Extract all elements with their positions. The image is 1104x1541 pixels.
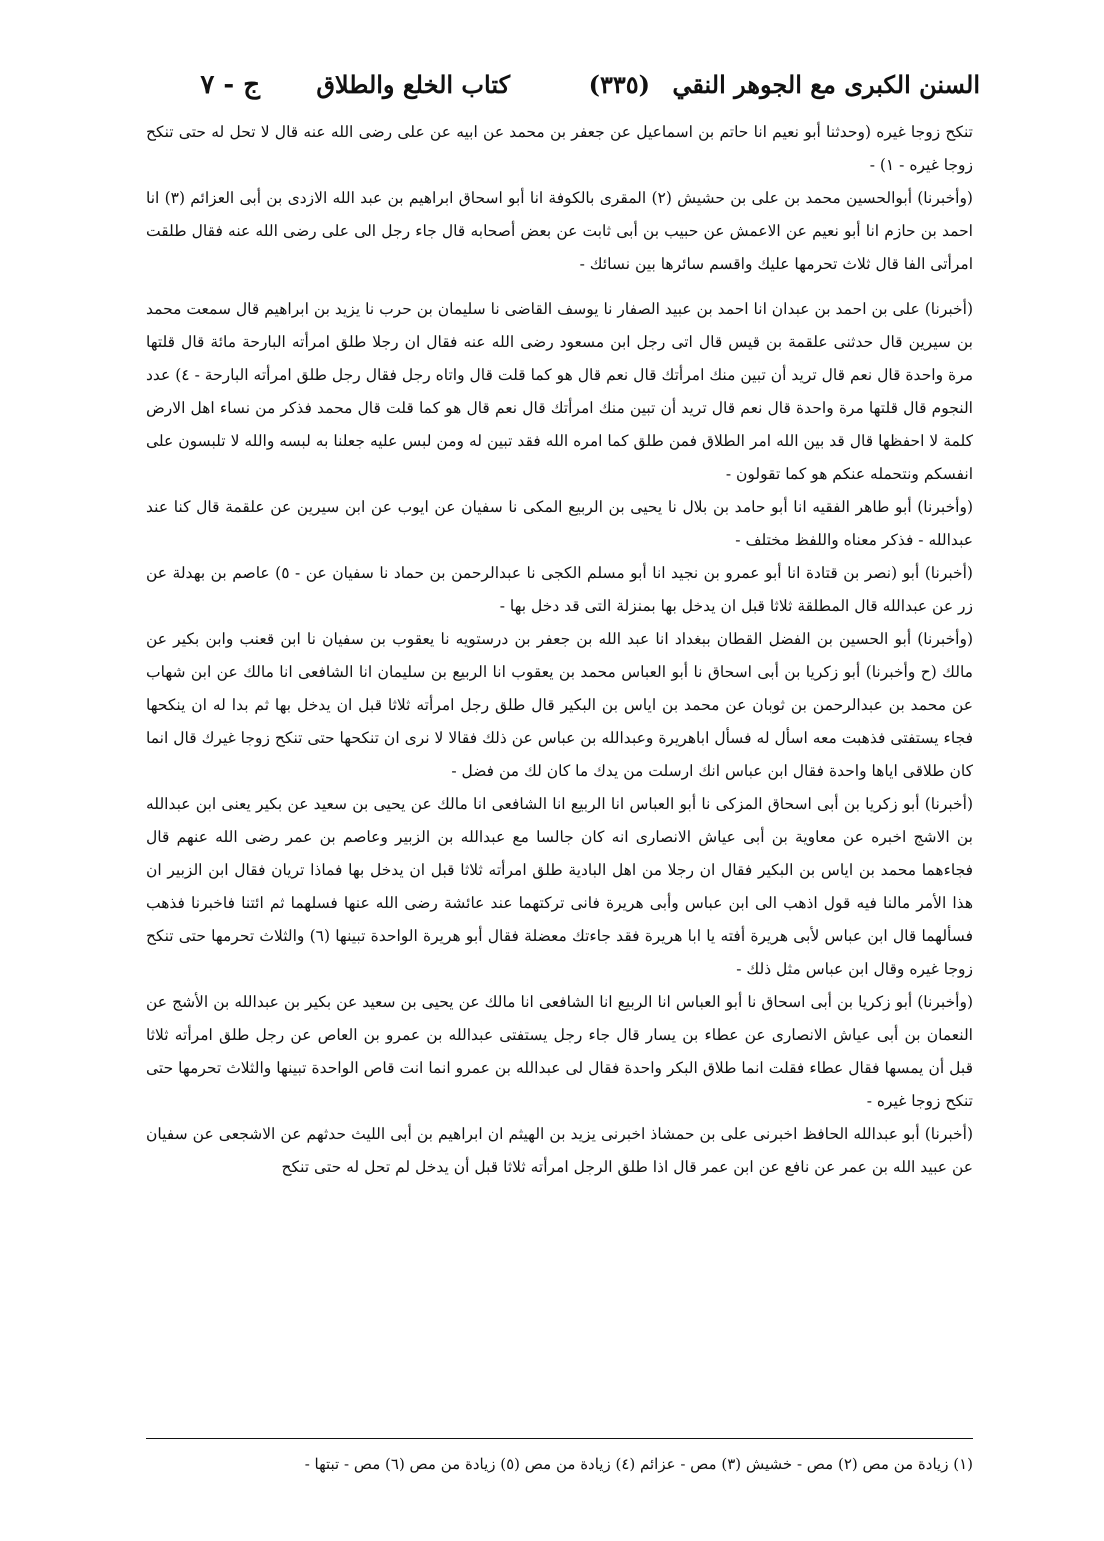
chapter-title: كتاب الخلع والطلاق [316,70,510,99]
volume-number: ج - ٧ [200,70,260,100]
paragraph: (وأخبرنا) أبوالحسين محمد بن على بن حشيش (٢) المقرى بالكوفة انا أبو اسحاق ابراهيم بن عبد الله الازدى بن أبى العزائم (٣) انا احمد بن حازم انا أبو نعيم عن الاعمش عن حبيب بن أبى ثابت عن بعض أصحابه قال جاء رجل الى على رضى الله عنه فقال طلقت امرأتى الفا قال ثلاث تحرمها عليك واقسم سائرها بين نسائك - [146,189,973,273]
paragraph: (وأخبرنا) أبو طاهر الفقيه انا أبو حامد بن بلال نا يحيى بن الربيع المكى نا سفيان عن ايوب عن ابن سيرين عن علقمة قال كنا عند عبدالله - فذكر معناه واللفظ مختلف - [146,498,973,549]
paragraph: (أخبرنا) على بن احمد بن عبدان انا احمد بن عبيد الصفار نا يوسف القاضى نا سليمان بن حرب نا يزيد بن ابراهيم قال سمعت محمد بن سيرين قال حدثنى علقمة بن قيس قال اتى رجل ابن مسعود رضى الله عنه فقال ان رجلا طلق امرأته البارحة مائة قال قلتها مرة واحدة قال نعم قال تريد أن تبين منك امرأتك قال نعم قال هو كما قلت قال واتاه رجل فقال رجل طلق امرأته البارحة - ٤) عدد النجوم قال قلتها مرة واحدة قال نعم قال تريد أن تبين منك امرأتك قال نعم قال هو كما قلت قال محمد فذكر من نساء اهل الارض كلمة لا احفظها قال قد بين الله امر الطلاق فمن طلق كما امره الله فقد تبين له ومن لبس عليه جعلنا به لبسه والله لا تلبسون على انفسكم ونتحمله عنكم هو كما تقولون - [146,300,973,483]
footnotes: (١) زيادة من مص (٢) مص - خشيش (٣) مص - عزائم (٤) زيادة من مص (٥) زيادة من مص (٦) مص - تبتها - [304,1455,973,1473]
paragraph: (أخبرنا) أبو عبدالله الحافظ اخبرنى على بن حمشاذ اخبرنى يزيد بن الهيثم ان ابراهيم بن أبى الليث حدثهم عن الاشجعى عن سفيان عن عبيد الله بن عمر عن نافع عن ابن عمر قال اذا طلق الرجل امرأته ثلاثا قبل أن يدخل لم تحل له حتى تنكح [146,1125,973,1176]
footnote-divider [146,1438,973,1439]
paragraph: (وأخبرنا) أبو زكريا بن أبى اسحاق نا أبو العباس انا الربيع انا الشافعى انا مالك عن يحيى بن سعيد عن بكير بن عبدالله بن الأشج عن النعمان بن أبى عياش الانصارى عن عطاء بن يسار قال جاء رجل يستفتى عبدالله بن عمرو بن العاص عن رجل طلق امرأته ثلاثا قبل أن يمسها فقال عطاء فقلت انما طلاق البكر واحدة فقال لى عبدالله بن عمرو انما انت قاص الواحدة تبينها والثلاث تحرمها حتى تنكح زوجا غيره - [146,993,973,1110]
paragraph: (وأخبرنا) أبو الحسين بن الفضل القطان ببغداد انا عبد الله بن جعفر بن درستويه نا يعقوب بن سفيان نا ابن قعنب وابن بكير عن مالك (ح وأخبرنا) أبو زكريا بن أبى اسحاق نا أبو العباس محمد بن يعقوب انا الربيع بن سليمان انا الشافعى انا مالك عن ابن شهاب عن محمد بن عبدالرحمن بن ثوبان عن محمد بن اياس بن البكير قال طلق رجل امرأته ثلاثا قبل ان يدخل بها ثم بدا له ان ينكحها فجاء يستفتى فذهبت معه اسأل له فسأل اباهريرة وعبدالله بن عباس عن ذلك فقالا لا نرى ان تنكحها حتى تنكح زوجا غيرك قال انما كان طلاقى اياها واحدة فقال ابن عباس انك ارسلت من يدك ما كان لك من فضل - [146,630,973,780]
paragraph: (أخبرنا) أبو (نصر بن قتادة انا أبو عمرو بن نجيد انا أبو مسلم الكجى نا عبدالرحمن بن حماد نا سفيان عن - ٥) عاصم بن بهدلة عن زر عن عبدالله قال المطلقة ثلاثا قبل ان يدخل بها بمنزلة التى قد دخل بها - [146,564,973,615]
page-number: (٣٣٥) [588,70,650,99]
page-header [130,70,980,114]
paragraph: تنكح زوجا غيره (وحدثنا أبو نعيم انا حاتم بن اسماعيل عن جعفر بن محمد عن ابيه عن على رضى الله عنه قال لا تحل له حتى تنكح زوجا غيره - ١) - [146,123,973,174]
book-title: السنن الكبرى مع الجوهر النقي [672,70,980,99]
paragraph: (أخبرنا) أبو زكريا بن أبى اسحاق المزكى نا أبو العباس انا الربيع انا الشافعى انا مالك عن يحيى بن سعيد عن بكير يعنى ابن عبدالله بن الاشج اخبره عن معاوية بن أبى عياش الانصارى انه كان جالسا مع عبدالله بن الزبير وعاصم بن عمر رضى الله عنهم قال فجاءهما محمد بن اياس بن البكير فقال ان رجلا من اهل البادية طلق امرأته ثلاثا قبل ان يدخل بها فماذا تريان فقال ابن الزبير ان هذا الأمر مالنا فيه قول اذهب الى ابن عباس وأبى هريرة فانى تركتهما عند عائشة رضى الله عنها فسلهما ثم ائتنا فاخبرنا فذهب فسألهما قال ابن عباس لأبى هريرة أفته يا ابا هريرة فقد جاءتك معضلة فقال أبو هريرة الواحدة تبينها (٦) والثلاث تحرمها حتى تنكح زوجا غيره وقال ابن عباس مثل ذلك - [146,795,973,978]
main-text [146,116,973,1184]
